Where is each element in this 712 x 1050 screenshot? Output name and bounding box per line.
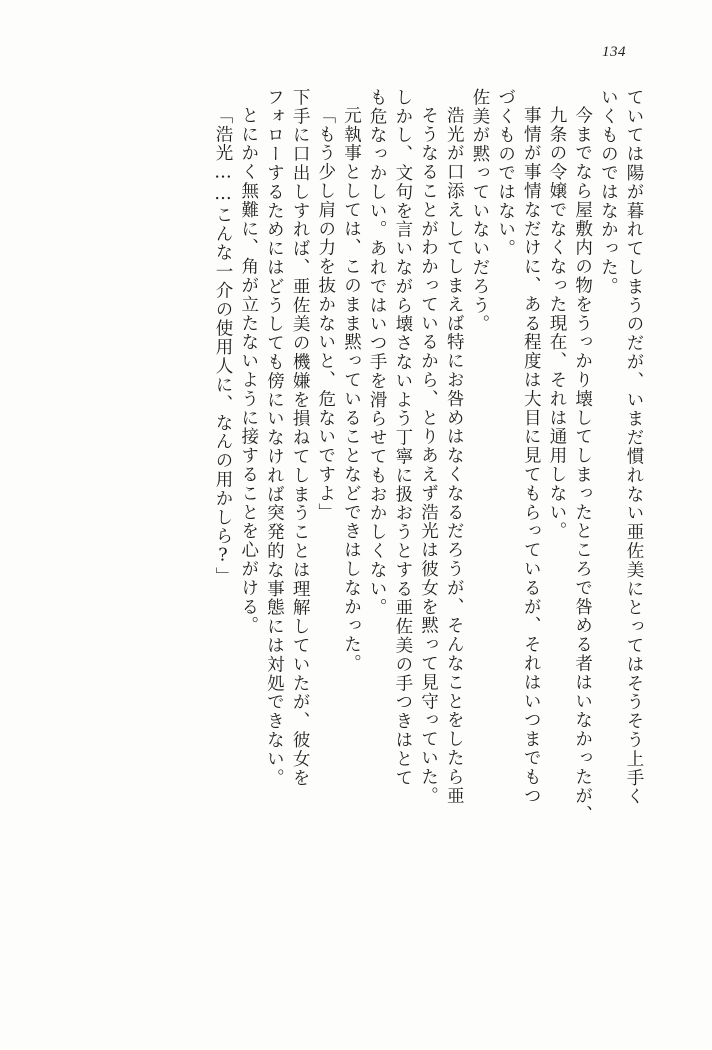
text-line: 今までなら屋敷内の物をうっかり壊してしまったところで咎める者はいなかったが、 <box>572 106 593 825</box>
text-line: 「浩光……こんな一介の使用人に、なんの用かしら?」 <box>213 106 233 586</box>
text-line: 浩光が口添えしてしまえば特にお咎めはなくなるだろうが、そんなことをしたら亜 <box>444 106 465 806</box>
text-line: そうなることがわかっているから、とりあえず浩光は彼女を黙って見守っていた。 <box>418 106 439 806</box>
text-line: 事情が事情なだけに、ある程度は大目に見てもらっているが、それはいつまでもつ <box>521 106 542 806</box>
text-line: 九条の令嬢でなくなった現在、それは通用しない。 <box>546 106 567 541</box>
text-line: 下手に口出しすれば、亜佐美の機嫌を損ねてしまうことは理解していたが、彼女を <box>290 88 311 788</box>
text-line: も危なっかしい。あれではいつ手を滑らせてもおかしくない。 <box>367 88 388 618</box>
text-line: いくものではなかった。 <box>598 88 619 296</box>
text-line: 「もう少し肩の力を抜かないと、危ないですよ」 <box>315 106 336 522</box>
page-number: 134 <box>602 44 626 60</box>
text-line: フォローするためにはどうしても傍にいなければ突発的な事態には対処できない。 <box>264 88 285 788</box>
text-line: づくものではない。 <box>495 88 516 259</box>
text-line: ていては陽が暮れてしまうのだが、いまだ慣れない亜佐美にとってはそうそう上手く <box>624 88 644 807</box>
text-line: 元執事としては、このまま黙っていることなどできはしなかった。 <box>341 106 362 673</box>
text-line: とにかく無難に、角が立たないように接することを心がける。 <box>238 106 259 636</box>
vertical-text-block <box>62 88 642 988</box>
text-line: 佐美が黙っていないだろう。 <box>469 88 490 334</box>
text-line: しかし、文句を言いながら壊さないよう丁寧に扱おうとする亜佐美の手つきはとて <box>392 88 413 788</box>
